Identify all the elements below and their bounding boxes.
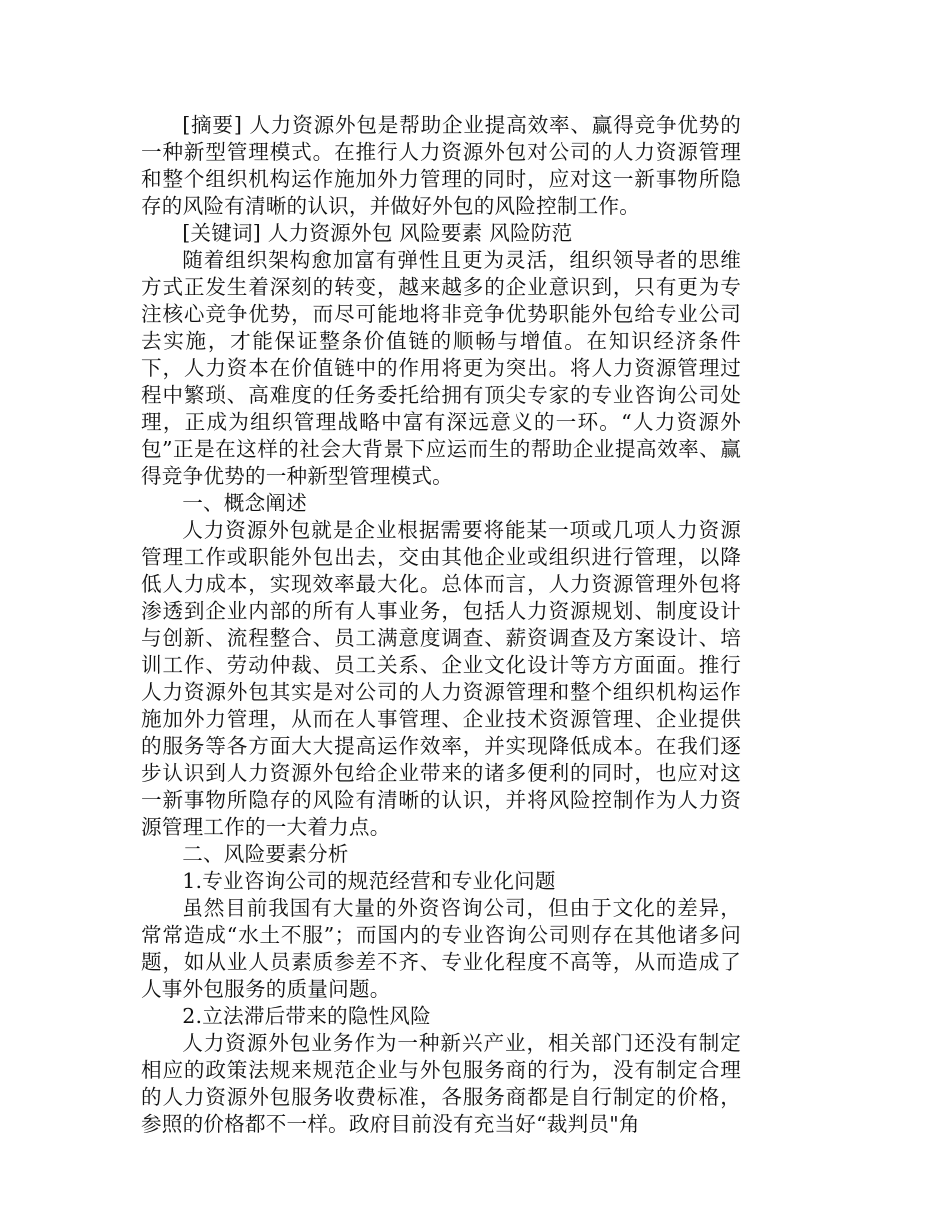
consulting-firms-paragraph: 虽然目前我国有大量的外资咨询公司，但由于文化的差异，常常造成“水土不服”；而国内的专业咨询公司则存在其他诸多问题，如从业人员素质参差不齐、专业化程度不高等，从而造成了人事外包服务的质量问题。 — [141, 896, 741, 1001]
intro-paragraph: 随着组织架构愈加富有弹性且更为灵活，组织领导者的思维方式正发生着深刻的转变，越来越多的企业意识到，只有更为专注核心竞争优势，而尽可能地将非竞争优势职能外包给专业公司去实施，才能保证整条价值链的顺畅与增值。在知识经济条件下，人力资本在价值链中的作用将更为突出。将人力资源管理过程中繁琐、高难度的任务委托给拥有顶尖专家的专业咨询公司处理，正成为组织管理战略中富有深远意义的一环。“人力资源外包”正是在这样的社会大背景下应运而生的帮助企业提高效率、赢得竞争优势的一种新型管理模式。 — [141, 248, 741, 488]
subheading-consulting-firms: 1.专业咨询公司的规范经营和专业化问题 — [182, 869, 556, 893]
section-heading-concept: 一、概念阐述 — [182, 491, 307, 515]
concept-paragraph: 人力资源外包就是企业根据需要将能某一项或几项人力资源管理工作或职能外包出去，交由其他企业或组织进行管理，以降低人力成本，实现效率最大化。总体而言，人力资源管理外包将渗透到企业内部的所有人事业务，包括人力资源规划、制度设计与创新、流程整合、员工满意度调查、薪资调查及方案设计、培训工作、劳动仲裁、员工关系、企业文化设计等方方面面。推行人力资源外包其实是对公司的人力资源管理和整个组织机构运作施加外力管理，从而在人事管理、企业技术资源管理、企业提供的服务等各方面大大提高运作效率，并实现降低成本。在我们逐步认识到人力资源外包给企业带来的诸多便利的同时，也应对这一新事物所隐存的风险有清晰的认识，并将风险控制作为人力资源管理工作的一大着力点。 — [141, 518, 741, 839]
legislation-paragraph: 人力资源外包业务作为一种新兴产业，相关部门还没有制定相应的政策法规来规范企业与外包服务商的行为，没有制定合理的人力资源外包服务收费标准，各服务商都是自行制定的价格，参照的价格都不一样。政府目前没有充当好“裁判员"角 — [141, 1031, 741, 1136]
section-heading-risk-analysis: 二、风险要素分析 — [182, 842, 349, 866]
keywords-line: [关键词] 人力资源外包 风险要素 风险防范 — [182, 221, 573, 245]
document-body — [141, 112, 741, 1138]
abstract-paragraph: [摘要] 人力资源外包是帮助企业提高效率、赢得竞争优势的一种新型管理模式。在推行人力资源外包对公司的人力资源管理和整个组织机构运作施加外力管理的同时，应对这一新事物所隐存的风险有清晰的认识，并做好外包的风险控制工作。 — [141, 113, 741, 218]
subheading-legislation-lag: 2.立法滞后带来的隐性风险 — [182, 1004, 431, 1028]
